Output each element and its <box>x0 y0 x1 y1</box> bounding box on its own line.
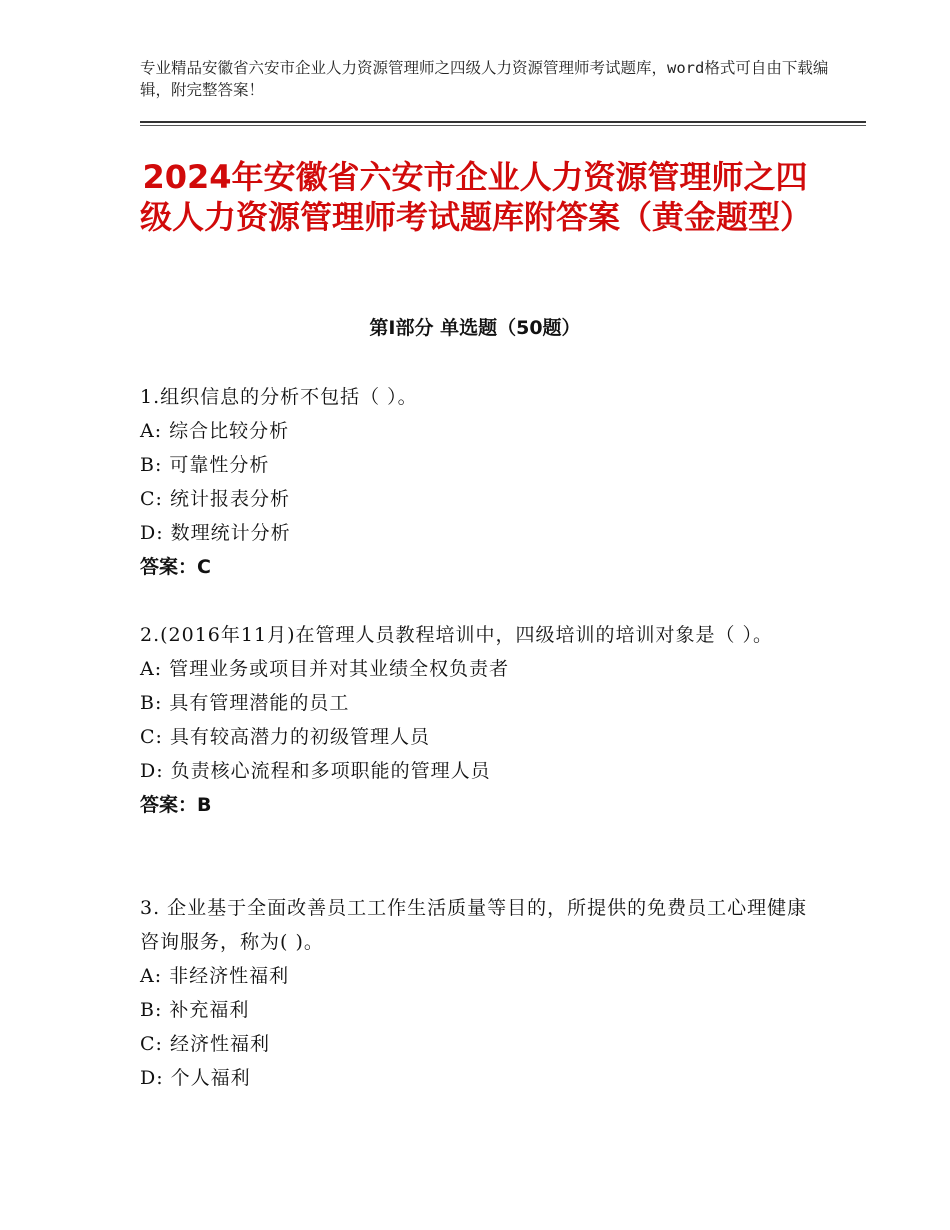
answer: 答案：B <box>140 794 212 816</box>
option-c: C: 经济性福利 <box>140 1033 270 1055</box>
question-1 <box>140 380 810 584</box>
question-stem: 3. 企业基于全面改善员工工作生活质量等目的，所提供的免费员工心理健康咨询服务，称为( )。 <box>140 897 808 953</box>
header-divider <box>140 121 866 123</box>
header-note: 专业精品安徽省六安市企业人力资源管理师之四级人力资源管理师考试题库，word格式可自由下载编辑，附完整答案！ <box>140 59 829 99</box>
option-b: B: 补充福利 <box>140 999 250 1021</box>
question-2 <box>140 618 810 822</box>
option-a: A: 非经济性福利 <box>140 965 290 987</box>
question-stem: 1.组织信息的分析不包括（ ）。 <box>140 386 418 408</box>
option-d: D: 负责核心流程和多项职能的管理人员 <box>140 760 491 782</box>
option-d: D: 数理统计分析 <box>140 522 291 544</box>
answer: 答案：C <box>140 556 211 578</box>
section-title: 第Ⅰ部分 单选题（50题） <box>369 317 581 339</box>
option-c: C: 统计报表分析 <box>140 488 290 510</box>
question-3 <box>140 891 810 1095</box>
option-c: C: 具有较高潜力的初级管理人员 <box>140 726 430 748</box>
option-a: A: 综合比较分析 <box>140 420 290 442</box>
question-stem: 2.(2016年11月)在管理人员教程培训中，四级培训的培训对象是（ ）。 <box>140 624 774 646</box>
option-b: B: 可靠性分析 <box>140 454 270 476</box>
option-b: B: 具有管理潜能的员工 <box>140 692 350 714</box>
option-d: D: 个人福利 <box>140 1067 251 1089</box>
header-divider-thin <box>140 125 866 126</box>
document-title: 2024年安徽省六安市企业人力资源管理师之四级人力资源管理师考试题库附答案（黄金题型） <box>140 158 813 236</box>
option-a: A: 管理业务或项目并对其业绩全权负责者 <box>140 658 510 680</box>
